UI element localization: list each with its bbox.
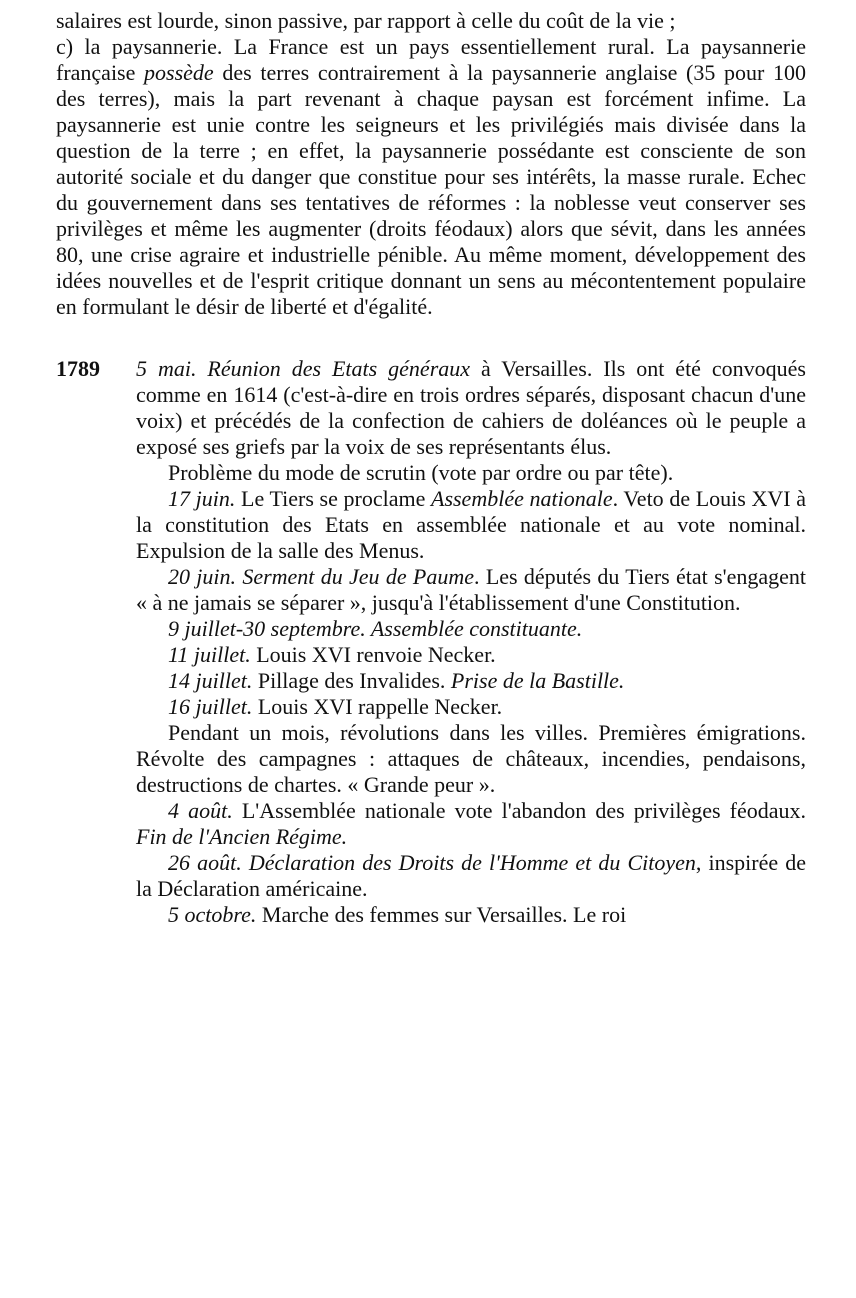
event-title: Prise de la Bastille. bbox=[450, 668, 625, 693]
event-16-juillet bbox=[136, 694, 806, 720]
event-date: 9 juillet-30 septembre. bbox=[168, 616, 366, 641]
paragraph-grande-peur: Pendant un mois, révolutions dans les villes. Premières émigrations. Révolte des campagnes : attaques de châteaux, incendies, pendaisons, destructions de chartes. « Grande peur ». bbox=[136, 720, 806, 797]
paragraph-scrutin: Problème du mode de scrutin (vote par ordre ou par tête). bbox=[168, 460, 674, 485]
event-date: 4 août. bbox=[168, 798, 233, 823]
event-assemblee-constituante bbox=[136, 616, 806, 642]
event-5-mai bbox=[136, 356, 806, 460]
event-4-aout bbox=[136, 798, 806, 850]
event-title: Réunion des Etats généraux bbox=[196, 356, 471, 381]
text-run: c) la paysannerie. La France est un pays essentiellement rural. La paysannerie française bbox=[56, 34, 806, 85]
event-date: 16 juillet. bbox=[168, 694, 253, 719]
event-14-juillet bbox=[136, 668, 806, 694]
event-11-juillet bbox=[136, 642, 806, 668]
event-date: 26 août. bbox=[168, 850, 242, 875]
event-title: Assemblée nationale bbox=[431, 486, 613, 511]
paragraph-salaires: salaires est lourde, sinon passive, par rapport à celle du coût de la vie ; bbox=[56, 8, 676, 33]
event-text: L'Assemblée nationale vote l'abandon des privilèges féodaux. bbox=[232, 798, 806, 823]
event-title: Serment du Jeu de Paume bbox=[236, 564, 475, 589]
event-date: 17 juin. bbox=[168, 486, 236, 511]
document-page bbox=[56, 8, 806, 928]
event-20-juin bbox=[136, 564, 806, 616]
event-17-juin bbox=[136, 486, 806, 564]
event-date: 11 juillet. bbox=[168, 642, 251, 667]
event-date: 20 juin. bbox=[168, 564, 237, 589]
event-text: Le Tiers se proclame bbox=[235, 486, 431, 511]
event-text: Pillage des Invalides. bbox=[252, 668, 451, 693]
event-text: Louis XVI rappelle Necker. bbox=[252, 694, 503, 719]
event-text: . Veto de Louis XVI à la constitution des Etats en assemblée nationale et au vote nominal. Expulsion de la salle des Menus. bbox=[136, 486, 806, 563]
event-date: 14 juillet. bbox=[168, 668, 253, 693]
event-text: à Versailles. Ils ont été convoqués comme en 1614 (c'est-à-dire en trois ordres séparés, disposant chacun d'une voix) et précédés de la confection de cahiers de doléances où le peuple a exposé ses griefs par la voix de ses représentants élus. bbox=[136, 356, 806, 459]
event-5-octobre bbox=[136, 902, 806, 928]
emphasis: possède bbox=[144, 60, 214, 85]
event-date: 5 octobre. bbox=[168, 902, 257, 927]
event-text: Louis XVI renvoie Necker. bbox=[250, 642, 496, 667]
year-label: 1789 bbox=[56, 356, 100, 381]
event-text: , inspirée de la Déclaration américaine. bbox=[136, 850, 806, 901]
event-26-aout bbox=[136, 850, 806, 902]
event-text: Marche des femmes sur Versailles. Le roi bbox=[256, 902, 627, 927]
intro-section bbox=[56, 8, 806, 320]
event-title: Fin de l'Ancien Régime. bbox=[136, 824, 348, 849]
paragraph-paysannerie bbox=[56, 34, 806, 320]
event-title: Assemblée constituante. bbox=[365, 616, 583, 641]
text-run: des terres contrairement à la paysannerie anglaise (35 pour 100 des terres), mais la part revenant à chaque paysan est forcément infime. La paysannerie est unie contre les seigneurs et les privilégiés mais divisée dans la question de la terre ; en effet, la paysannerie possédante est consciente de son autorité sociale et du danger que constitue pour ses intérêts, la masse rurale. Echec du gouvernement dans ses tentatives de réformes : la noblesse veut conserver ses privilèges et même les augmenter (droits féodaux) alors que sévit, dans les années 80, une crise agraire et industrielle pénible. Au même moment, développement des idées nouvelles et de l'esprit critique donnant un sens au mécontentement populaire en formulant le désir de liberté et d'égalité. bbox=[56, 60, 806, 319]
event-text: . Les députés du Tiers état s'engagent « à ne jamais se séparer », jusqu'à l'établissement d'une Constitution. bbox=[136, 564, 806, 615]
chronology-entry-1789 bbox=[56, 356, 806, 928]
event-date: 5 mai. bbox=[136, 356, 197, 381]
event-title: Déclaration des Droits de l'Homme et du Citoyen bbox=[241, 850, 696, 875]
